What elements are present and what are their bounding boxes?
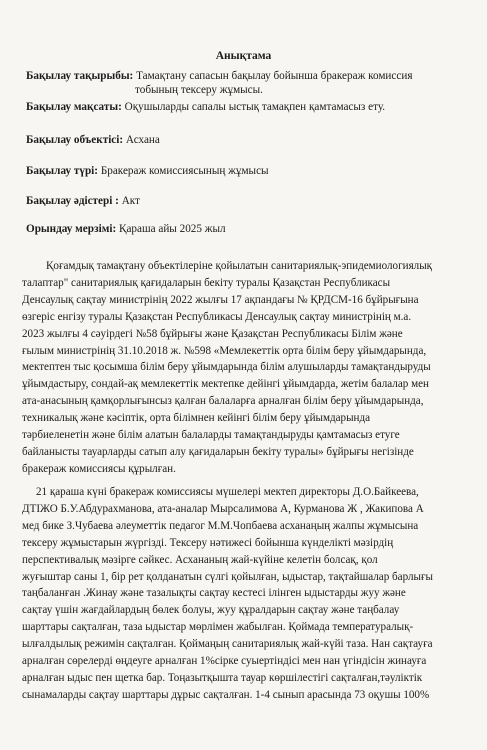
field-purpose <box>26 100 466 114</box>
paragraph-line: тексеру жұмыстарын жүргізді. Тексеру нәтижесі бойынша күнделікті мәзірдің <box>22 536 394 549</box>
field-subject-label: Бақылау тақырыбы: <box>26 70 134 82</box>
paragraph-line: тәрбиеленетін және білім алатын балаларды тамақтандыруды қамтамасыз етуге <box>22 429 400 442</box>
field-purpose-label: Бақылау мақсаты: <box>26 101 122 113</box>
paragraph-line: өзгеріс енгізу туралы Қазақстан Республикасы Денсаулық сақтау министрінің м.а. <box>22 310 412 323</box>
field-method-label: Бақылау әдістері : <box>26 195 119 207</box>
paragraph-line: ылғалдылық режимін сақталған. Қоймаңың санитариялық жай-күйі таза. Нан сақтауға <box>22 638 433 651</box>
paragraph-line: 21 қараша күні бракераж комиссиясы мүшелері мектеп директоры Д.О.Байкеева, <box>36 486 419 498</box>
field-object-value: Асхана <box>125 134 160 146</box>
field-method <box>26 194 466 208</box>
paragraph-line: шарттары сақталған, таза ыдыстар мөрлімен жабылған. Қоймада температуралық- <box>22 621 414 634</box>
paragraph-line: перспективалық мәзірге сәйкес. Асхананың жай-күйіне келетін болсақ, қол <box>22 553 378 566</box>
paragraph-line: арналған ыдыс пен щетка бар. Тоңазытқышта тауар көршілестігі сақталған,тәуліктік <box>22 671 423 684</box>
paragraph-line: арналған сөрелерді өңдеуге арналған 1%сірке суыертіндісі мен нан үгіндісін жинауға <box>22 655 427 668</box>
paragraph-line: мед бике З.Чубаева әлеуметтік педагог М.М.Чопбаева асханаңың жалпы жұмысына <box>22 519 419 532</box>
paragraph-line: ғылым министрінің 31.10.2018 ж. №598 «Мемлекеттік орта білім беру ұйымдарында, <box>22 344 427 357</box>
paragraph-line: 2023 жылғы 4 сәуірдегі №58 бұйрығы және Қазақстан Республикасы Білім және <box>22 327 403 340</box>
paragraph-line: сақтау үшін жағдайлардың бөлек болуы, жуу құралдарын сақтау және таңбалау <box>22 604 400 617</box>
paragraph-line: техникалық және кәсіптік, орта білімнен кейінгі білім беру ұйымдарында <box>22 412 371 425</box>
paragraph-line: жуғыштар саны 1, бір рет қолданатын сүлгі қойылған, ыдыстар, тақтайшалар барлығы <box>22 570 434 583</box>
field-subject <box>26 69 466 83</box>
paragraph-line: байланысты тауарларды сатып алу қағидаларын бекіту туралы» бұйрығы негізінде <box>22 445 414 458</box>
field-subject-cont <box>26 83 487 97</box>
field-deadline-value: Қараша айы 2025 жыл <box>118 223 226 235</box>
paragraph-line: мектептен тыс қосымша білім беру ұйымдарында білім алушыларды тамақтандыруды <box>22 361 431 374</box>
field-method-value: Акт <box>121 195 140 207</box>
field-subject-value-cont: тобының тексеру жұмысы. <box>135 84 263 96</box>
paragraph-line: Денсаулық сақтау министрінің 2022 жылғы 17 ақпандағы № ҚРДСМ-16 бұйрығына <box>22 293 419 306</box>
paragraph-line: ДТІЖО Б.У.Абдурахманова, ата-аналар Мырсалимова А, Курманова Ж , Жакипова А <box>22 502 424 515</box>
paragraph-line: таңбаланған .Жинау және тазалықты сақтау кестесі ілінген ыдыстарды жуу және <box>22 587 406 600</box>
paragraph-line: бракераж комиссиясы құрылған. <box>22 462 176 475</box>
paragraph-line: талаптар" санитариялық қағидаларын бекіту туралы Қазақстан Республикасы <box>22 276 391 289</box>
field-object <box>26 133 466 147</box>
field-deadline-label: Орындау мерзімі: <box>26 223 117 235</box>
field-type <box>26 164 466 178</box>
paragraph-inspection <box>22 484 470 704</box>
field-object-label: Бақылау объектісі: <box>26 134 124 146</box>
field-subject-value: Тамақтану сапасын бақылау бойынша бракераж комиссия <box>136 70 413 82</box>
document-title: Анықтама <box>215 50 272 62</box>
paragraph-line: сынамаларды сақтау шарттары дұрыс сақталған. 1-4 сынып арасында 73 оқушы 100% <box>22 688 430 701</box>
field-deadline <box>26 222 466 236</box>
field-purpose-value: Оқушыларды сапалы ыстық тамақпен қамтамасыз ету. <box>124 101 386 113</box>
paragraph-legal-basis <box>22 258 470 478</box>
paragraph-line: ата-анасының қамқорлығынсыз қалған балаларға арналған білім беру ұйымдарында, <box>22 395 424 408</box>
field-type-value: Бракераж комиссиясының жұмысы <box>100 165 269 177</box>
field-type-label: Бақылау түрі: <box>26 165 99 177</box>
paragraph-line: Қоғамдық тамақтану объектілеріне қойылатын санитариялық-эпидемиологиялық <box>46 260 433 272</box>
paragraph-line: ұйымдастыру, сондай-ақ мемлекеттік мектепке дейінгі ұйымдарда, жетім балалар мен <box>22 378 429 391</box>
